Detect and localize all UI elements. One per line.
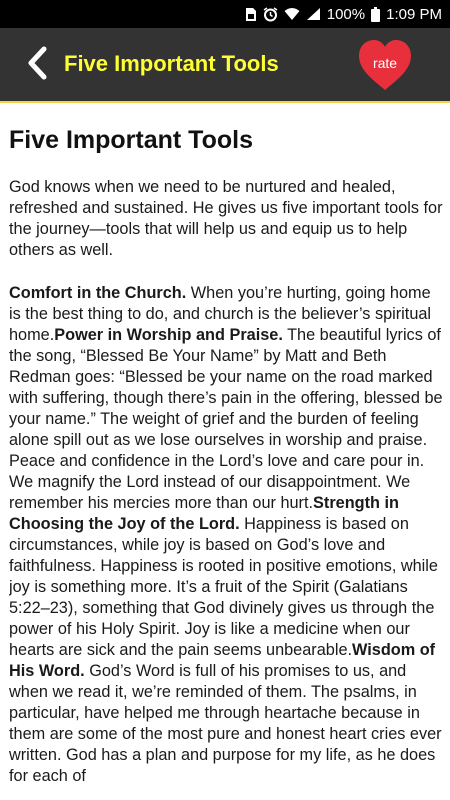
intro-paragraph: God knows when we need to be nurtured and healed, refreshed and sustained. He gives us five important tools for the journey—tools that will help us and equip us to help others as well. [9, 178, 443, 259]
page-title: Five Important Tools [9, 126, 253, 154]
wifi-icon [284, 6, 300, 22]
body-paragraph [9, 283, 445, 787]
signal-icon [306, 6, 321, 22]
sim-card-icon [245, 6, 257, 22]
rate-button[interactable] [356, 36, 414, 94]
battery-percent: 100% [326, 5, 366, 23]
article-content [9, 103, 445, 800]
section-text: The beautiful lyrics of the song, “Blessed Be Your Name” by Matt and Beth Redman goes: “Blessed be your name on the road marked with suffering, though there’s pain in the offering, blessed be your name.” The weight of grief and the burden of feeling alone spill out as we lose ourselves in worship and praise. Peace and confidence in the Lord’s love and care pour in. We magnify the Lord instead of our disappointment. We remember his mercies more than our hurt. [9, 326, 443, 512]
section-heading: Strength in Choosing the Joy of the Lord. [9, 494, 399, 533]
section-heading: Power in Worship and Praise. [54, 326, 283, 344]
clock-time: 1:09 PM [386, 5, 442, 23]
section-heading: Wisdom of His Word. [9, 641, 436, 680]
back-button[interactable] [20, 46, 54, 84]
section-heading: Comfort in the Church. [9, 284, 187, 302]
battery-icon [371, 6, 380, 22]
rate-label: rate [372, 55, 398, 71]
alarm-clock-icon [263, 6, 278, 22]
section-text: Happiness is based on circumstances, while joy is based on God’s love and faithfulness. Happiness is rooted in positive emotions, while joy is something more. It’s a fruit of the Spirit (Galatians 5:22–23), something that God divinely gives us through the power of his Holy Spirit. Joy is like a medicine when our hearts are sick and the pain seems unbearable. [9, 515, 438, 659]
status-bar [0, 0, 450, 28]
app-bar [0, 28, 450, 103]
section-text: God’s Word is full of his promises to us, and when we read it, we’re reminded of them. The psalms, in particular, have helped me through heartache because in them are some of the most pure and honest heart cries ever written. God has a plan and purpose for my life, as he does for each of [9, 662, 442, 785]
chevron-left-icon [25, 46, 49, 85]
app-bar-title: Five Important Tools [64, 51, 279, 76]
section-text: When you’re hurting, going home is the best thing to do, and church is the believer’s spiritual home. [9, 284, 432, 344]
